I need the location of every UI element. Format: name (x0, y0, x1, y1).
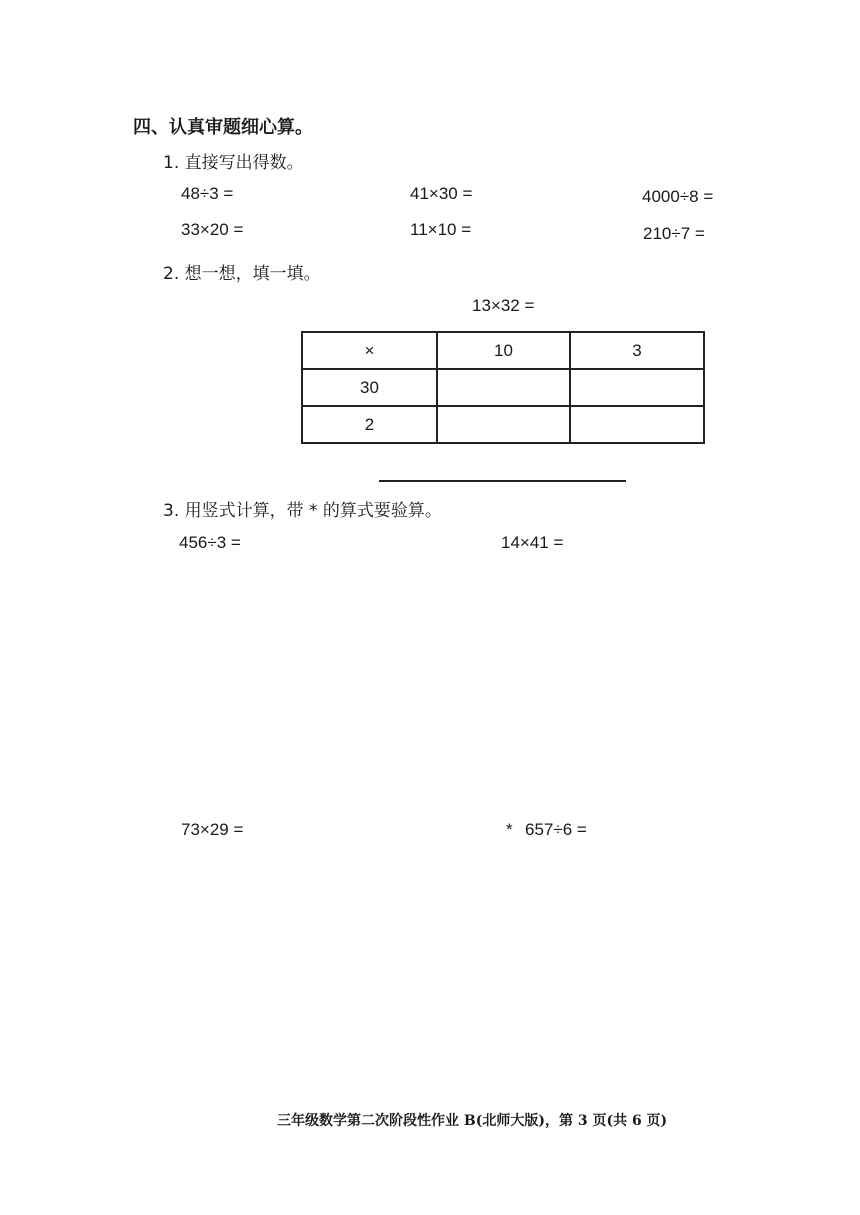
page-footer: 三年级数学第二次阶段性作业 B(北师大版)，第 3 页(共 6 页) (277, 1113, 668, 1129)
part3-item-14x41: 14×41 = (501, 533, 564, 552)
part1-item-210div7: 210÷7 = (643, 224, 705, 243)
part2-title: 2. 想一想，填一填。 (163, 264, 321, 284)
part1-item-11x10: 11×10 = (410, 220, 472, 239)
multiplication-grid (301, 331, 705, 444)
part1-item-33x20: 33×20 = (181, 220, 244, 239)
part3-verify-star: * (506, 820, 513, 839)
part1-item-48div3: 48÷3 = (181, 184, 234, 203)
grid-row-30 (302, 369, 704, 406)
grid-cell-2x10[interactable] (437, 406, 570, 443)
grid-cell-30x10[interactable] (437, 369, 570, 406)
part3-item-73x29: 73×29 = (181, 820, 244, 839)
grid-cell-30x3[interactable] (570, 369, 704, 406)
part1-title: 1. 直接写出得数。 (163, 153, 304, 173)
part3-item-456div3: 456÷3 = (179, 533, 241, 552)
grid-col-header-3: 3 (570, 332, 704, 369)
grid-header-row (302, 332, 704, 369)
part3-item-657div6: 657÷6 = (525, 820, 587, 839)
grid-col-header-10: 10 (437, 332, 570, 369)
grid-row-2 (302, 406, 704, 443)
part1-item-4000div8: 4000÷8 = (642, 187, 714, 206)
grid-corner-symbol: × (302, 332, 437, 369)
grid-row-header-30: 30 (302, 369, 437, 406)
section-title: 四、认真审题细心算。 (133, 117, 313, 138)
answer-line[interactable] (379, 480, 626, 482)
grid-row-header-2: 2 (302, 406, 437, 443)
part2-equation: 13×32 = (472, 296, 535, 315)
part1-item-41x30: 41×30 = (410, 184, 473, 203)
part3-title: 3. 用竖式计算，带 * 的算式要验算。 (163, 501, 442, 521)
grid-cell-2x3[interactable] (570, 406, 704, 443)
